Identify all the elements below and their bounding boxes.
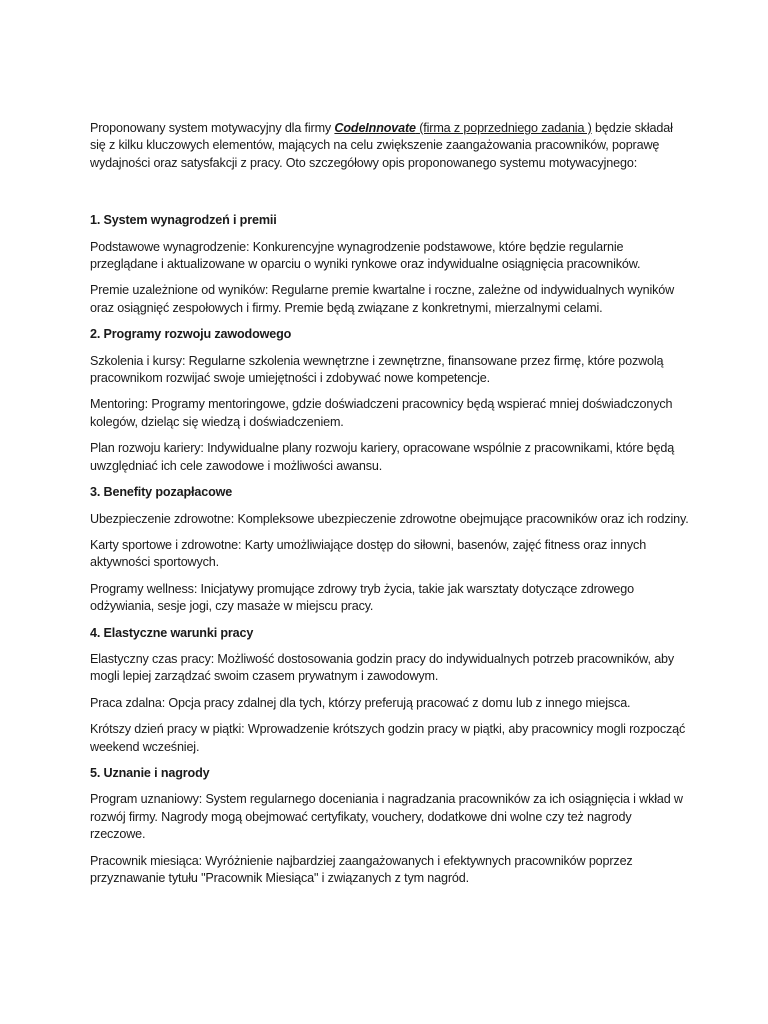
section-paragraph: Karty sportowe i zdrowotne: Karty umożliwiające dostęp do siłowni, basenów, zajęć fitness oraz innych aktywności sportowych.	[90, 537, 647, 570]
section-paragraph: Program uznaniowy: System regularnego doceniania i nagradzania pracowników za ich osiągnięcia i wkład w rozwój firmy. Nagrody mogą obejmować certyfikaty, vouchery, dodatkowe dni wolne czy też nagrody rzeczowe.	[90, 792, 683, 842]
intro-paren-note: (firma z poprzedniego zadania )	[415, 121, 592, 135]
section-paragraph: Ubezpieczenie zdrowotne: Kompleksowe ubezpieczenie zdrowotne obejmujące pracowników oraz ich rodziny.	[90, 511, 689, 526]
section-heading: 3. Benefity pozapłacowe	[90, 485, 233, 500]
section-development	[90, 326, 690, 475]
section-salary	[90, 212, 690, 317]
section-heading: 1. System wynagrodzeń i premii	[90, 213, 277, 228]
document-body	[90, 120, 690, 896]
section-paragraph: Szkolenia i kursy: Regularne szkolenia wewnętrzne i zewnętrzne, finansowane przez firmę, które pozwolą pracownikom rozwijać swoje umiejętności i zdobywać nowe kompetencje.	[90, 353, 664, 386]
section-paragraph: Mentoring: Programy mentoringowe, gdzie doświadczeni pracownicy będą wspierać mniej doświadczonych kolegów, dzieląc się wiedzą i doświadczeniem.	[90, 397, 673, 429]
section-paragraph: Podstawowe wynagrodzenie: Konkurencyjne wynagrodzenie podstawowe, które będzie regularnie przeglądane i aktualizowane w oparciu o wyniki rynkowe oraz indywidualne osiągnięcia pracowników.	[90, 239, 641, 272]
intro-paragraph	[90, 120, 690, 172]
intro-text-before: Proponowany system motywacyjny dla firmy	[90, 121, 335, 135]
section-paragraph: Elastyczny czas pracy: Możliwość dostosowania godzin pracy do indywidualnych potrzeb pracowników, aby mogli lepiej zarządzać swoim czasem prywatnym i zawodowym.	[90, 651, 675, 684]
section-paragraph: Krótszy dzień pracy w piątki: Wprowadzenie krótszych godzin pracy w piątki, aby pracownicy mogli rozpocząć weekend wcześniej.	[90, 722, 686, 754]
section-paragraph: Premie uzależnione od wyników: Regularne premie kwartalne i roczne, zależne od indywidualnych wyników oraz osiągnięć zespołowych i firmy. Premie będą związane z konkretnymi, mierzalnymi celami.	[90, 283, 675, 315]
section-paragraph: Praca zdalna: Opcja pracy zdalnej dla tych, którzy preferują pracować z domu lub z innego miejsca.	[90, 695, 631, 710]
brand-name: CodeInnovate	[334, 121, 416, 135]
section-flexible-work	[90, 625, 690, 756]
section-heading: 4. Elastyczne warunki pracy	[90, 625, 254, 640]
section-benefits	[90, 484, 690, 615]
section-paragraph: Pracownik miesiąca: Wyróżnienie najbardziej zaangażowanych i efektywnych pracowników poprzez przyznawanie tytułu "Pracownik Miesiąca" i związanych z tym nagród.	[90, 853, 633, 885]
section-recognition	[90, 765, 690, 887]
section-paragraph: Programy wellness: Inicjatywy promujące zdrowy tryb życia, takie jak warsztaty dotyczące zdrowego odżywiania, sesje jogi, czy masaże w miejscu pracy.	[90, 581, 634, 614]
section-paragraph: Plan rozwoju kariery: Indywidualne plany rozwoju kariery, opracowane wspólnie z pracownikami, które będą uwzględniać ich cele zawodowe i możliwości awansu.	[90, 441, 675, 473]
section-heading: 5. Uznanie i nagrody	[90, 765, 210, 780]
section-heading: 2. Programy rozwoju zawodowego	[90, 327, 292, 342]
intro-text-after: będzie składał się z kilku kluczowych elementów, mających na celu zwiększenie zaangażowania pracowników, poprawę wydajności oraz satysfakcji z pracy. Oto szczegółowy opis proponowanego systemu motywacyjnego:	[90, 121, 673, 170]
